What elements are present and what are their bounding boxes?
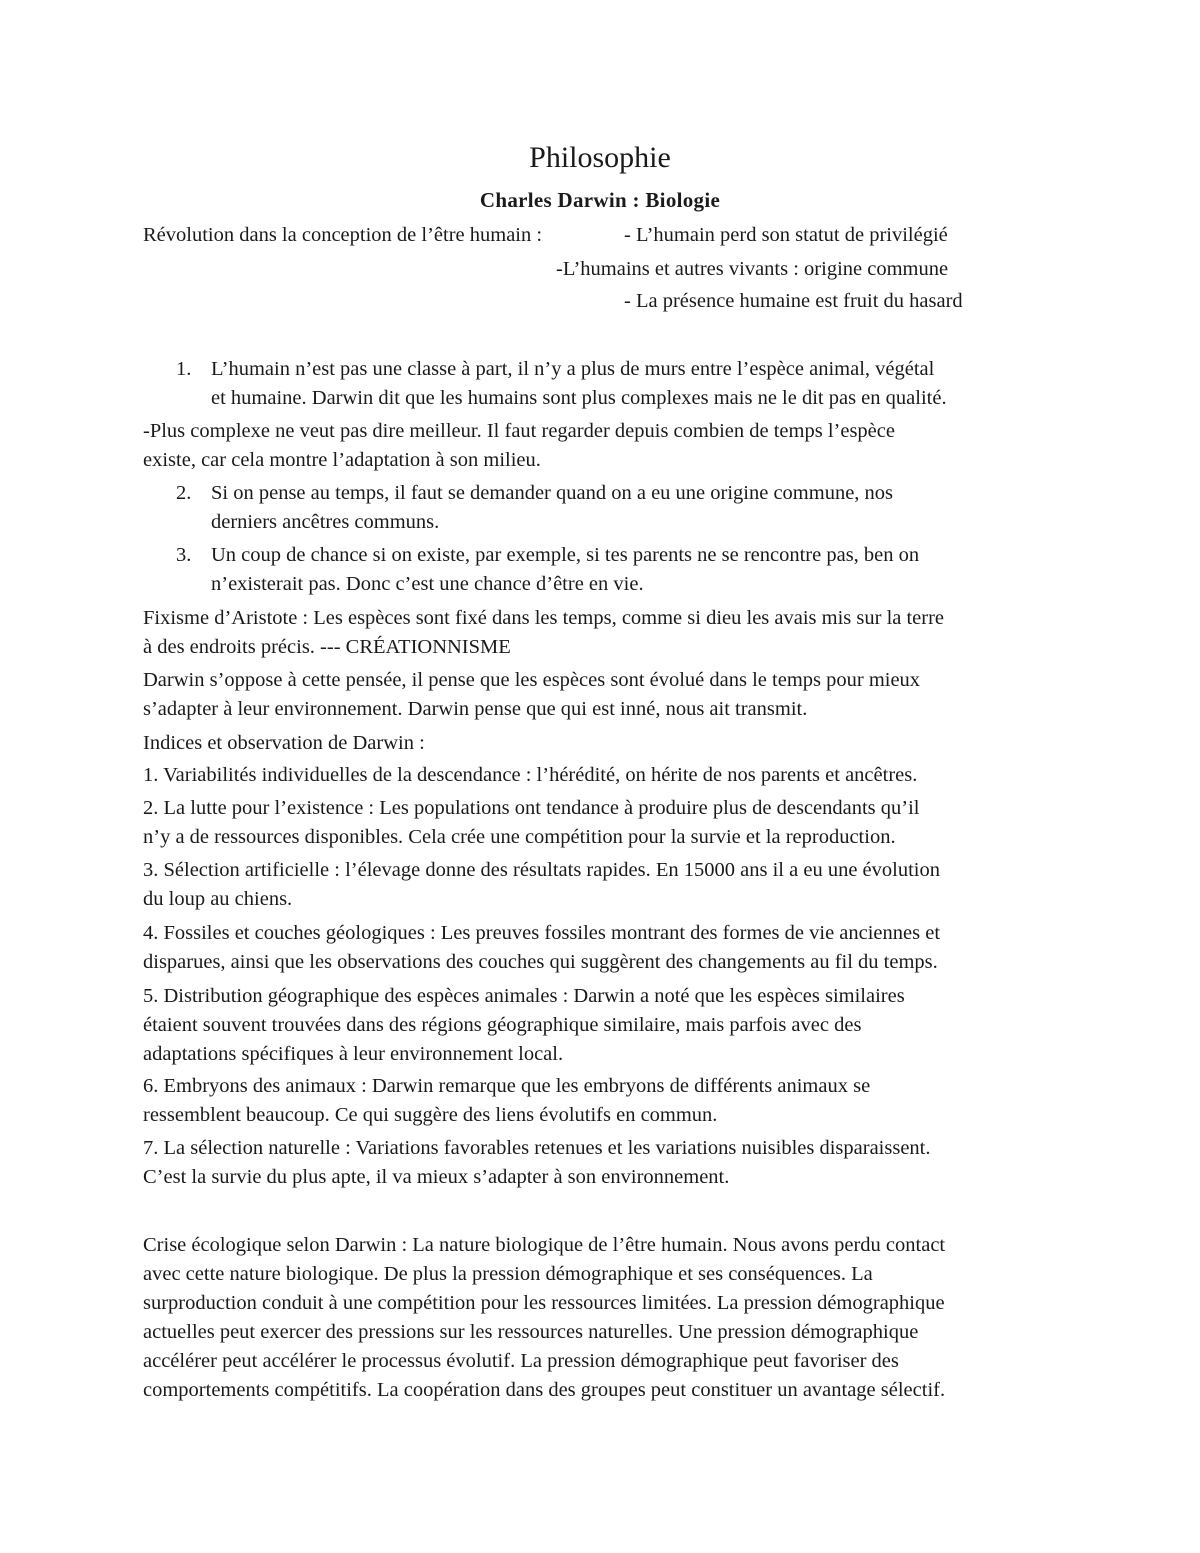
paragraph-line: 7. La sélection naturelle : Variations favorables retenues et les variations nuisibles disparaissent. [143,1137,931,1159]
paragraph-line: avec cette nature biologique. De plus la pression démographique et ses conséquences. La [143,1263,873,1285]
paragraph-line: Crise écologique selon Darwin : La nature biologique de l’être humain. Nous avons perdu contact [143,1234,946,1256]
paragraph-line: 4. Fossiles et couches géologiques : Les preuves fossiles montrant des formes de vie anciennes et [143,922,941,944]
list-item-line: et humaine. Darwin dit que les humains sont plus complexes mais ne le dit pas en qualité. [211,387,947,409]
paragraph-line: surproduction conduit à une compétition pour les ressources limitées. La pression démographique [143,1292,945,1314]
paragraph-line: 6. Embryons des animaux : Darwin remarque que les embryons de différents animaux se [143,1075,871,1097]
paragraph-line: adaptations spécifiques à leur environnement local. [143,1043,564,1065]
list-item-line: Un coup de chance si on existe, par exemple, si tes parents ne se rencontre pas, ben on [211,544,920,566]
paragraph-line: comportements compétitifs. La coopération dans des groupes peut constituer un avantage sélectif. [143,1379,946,1401]
paragraph-line: s’adapter à leur environnement. Darwin pense que qui est inné, nous ait transmit. [143,698,808,720]
list-item-line: L’humain n’est pas une classe à part, il n’y a plus de murs entre l’espèce animal, végétal [211,358,935,380]
list-item-line: Si on pense au temps, il faut se demander quand on a eu une origine commune, nos [211,482,894,504]
paragraph-line: ressemblent beaucoup. Ce qui suggère des liens évolutifs en commun. [143,1104,718,1126]
list-number: 1. [176,358,192,380]
page-title: Philosophie [529,141,671,174]
list-number: 2. [176,482,192,504]
paragraph-line: Fixisme d’Aristote : Les espèces sont fixé dans les temps, comme si dieu les avais mis sur la terre [143,607,945,629]
paragraph-line: à des endroits précis. --- CRÉATIONNISME [143,636,511,658]
paragraph-line: existe, car cela montre l’adaptation à son milieu. [143,449,541,471]
list-number: 3. [176,544,192,566]
list-item-line: n’existerait pas. Donc c’est une chance d’être en vie. [211,573,644,595]
list-item-line: derniers ancêtres communs. [211,511,440,533]
intro-point: -L’humains et autres vivants : origine commune [556,258,949,280]
paragraph-line: étaient souvent trouvées dans des régions géographique similaire, mais parfois avec des [143,1014,862,1036]
intro-point: - L’humain perd son statut de privilégié [624,224,948,246]
paragraph-line: -Plus complexe ne veut pas dire meilleur. Il faut regarder depuis combien de temps l’espèce [143,420,895,442]
paragraph-line: n’y a de ressources disponibles. Cela crée une compétition pour la survie et la reproduction. [143,826,896,848]
paragraph-line: 3. Sélection artificielle : l’élevage donne des résultats rapides. En 15000 ans il a eu une évolution [143,859,940,881]
paragraph-line: disparues, ainsi que les observations des couches qui suggèrent des changements au fil du temps. [143,951,938,973]
intro-label: Révolution dans la conception de l’être humain : [143,224,543,246]
paragraph-line: du loup au chiens. [143,888,293,910]
intro-point: - La présence humaine est fruit du hasard [624,290,963,312]
paragraph-line: C’est la survie du plus apte, il va mieux s’adapter à son environnement. [143,1166,730,1188]
paragraph-line: 5. Distribution géographique des espèces animales : Darwin a noté que les espèces similaires [143,985,905,1007]
paragraph-line: Indices et observation de Darwin : [143,732,425,754]
page-subtitle: Charles Darwin : Biologie [479,188,721,212]
paragraph-line: Darwin s’oppose à cette pensée, il pense que les espèces sont évolué dans le temps pour mieux [143,669,921,691]
paragraph-line: accélérer peut accélérer le processus évolutif. La pression démographique peut favoriser des [143,1350,899,1372]
paragraph-line: 2. La lutte pour l’existence : Les populations ont tendance à produire plus de descendants qu’il [143,797,920,819]
paragraph-line: 1. Variabilités individuelles de la descendance : l’hérédité, on hérite de nos parents et ancêtres. [143,764,918,786]
paragraph-line: actuelles peut exercer des pressions sur les ressources naturelles. Une pression démographique [143,1321,919,1343]
